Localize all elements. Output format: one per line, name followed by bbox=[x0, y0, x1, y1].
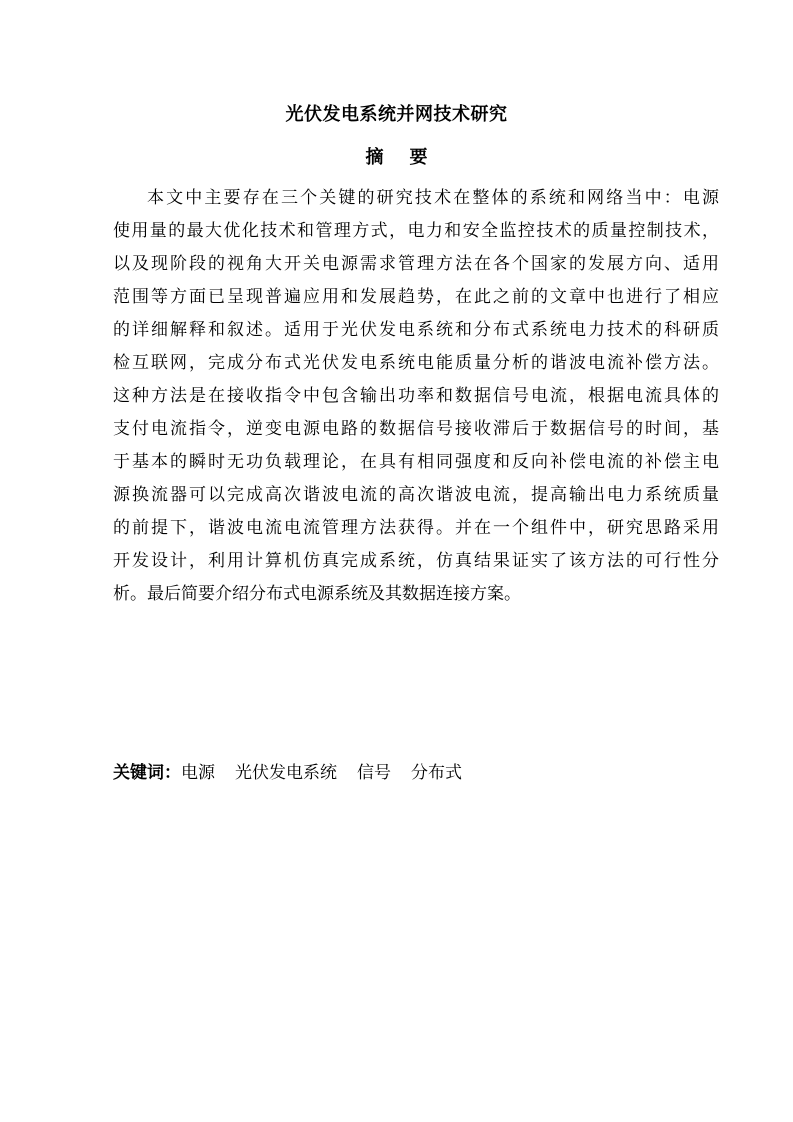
abstract-heading-char-1: 摘 bbox=[365, 147, 384, 168]
abstract-line: 检互联网，完成分布式光伏发电系统电能质量分析的谐波电流补偿方法。 bbox=[113, 353, 719, 373]
abstract-line: 开发设计，利用计算机仿真完成系统，仿真结果证实了该方法的可行性分 bbox=[113, 551, 719, 571]
keyword: 光伏发电系统 bbox=[235, 763, 337, 783]
abstract-body bbox=[113, 182, 719, 611]
abstract-line: 使用量的最大优化技术和管理方式，电力和安全监控技术的质量控制技术， bbox=[113, 221, 719, 241]
abstract-heading bbox=[0, 145, 793, 171]
abstract-line: 这种方法是在接收指令中包含输出功率和数据信号电流，根据电流具体的 bbox=[113, 386, 719, 406]
keyword: 信号 bbox=[357, 763, 391, 783]
abstract-line: 源换流器可以完成高次谐波电流的高次谐波电流，提高输出电力系统质量 bbox=[113, 485, 719, 505]
keyword: 分布式 bbox=[411, 763, 462, 783]
keywords-label: 关键词： bbox=[113, 763, 181, 783]
keyword: 电源 bbox=[181, 763, 215, 783]
abstract-line: 以及现阶段的视角大开关电源需求管理方法在各个国家的发展方向、适用 bbox=[113, 254, 719, 274]
abstract-line: 析。最后简要介绍分布式电源系统及其数据连接方案。 bbox=[113, 584, 521, 604]
abstract-line: 范围等方面已呈现普遍应用和发展趋势，在此之前的文章中也进行了相应 bbox=[113, 287, 719, 307]
abstract-line: 本文中主要存在三个关键的研究技术在整体的系统和网络当中：电源 bbox=[147, 188, 719, 208]
abstract-line: 支付电流指令，逆变电源电路的数据信号接收滞后于数据信号的时间，基 bbox=[113, 419, 719, 439]
keywords-line bbox=[113, 757, 719, 790]
document-title: 光伏发电系统并网技术研究 bbox=[285, 104, 508, 125]
abstract-line: 的前提下，谐波电流电流管理方法获得。并在一个组件中，研究思路采用 bbox=[113, 518, 719, 538]
abstract-line: 于基本的瞬时无功负载理论，在具有相同强度和反向补偿电流的补偿主电 bbox=[113, 452, 719, 472]
abstract-line: 的详细解释和叙述。适用于光伏发电系统和分布式系统电力技术的科研质 bbox=[113, 320, 719, 340]
abstract-heading-char-2: 要 bbox=[409, 147, 428, 168]
